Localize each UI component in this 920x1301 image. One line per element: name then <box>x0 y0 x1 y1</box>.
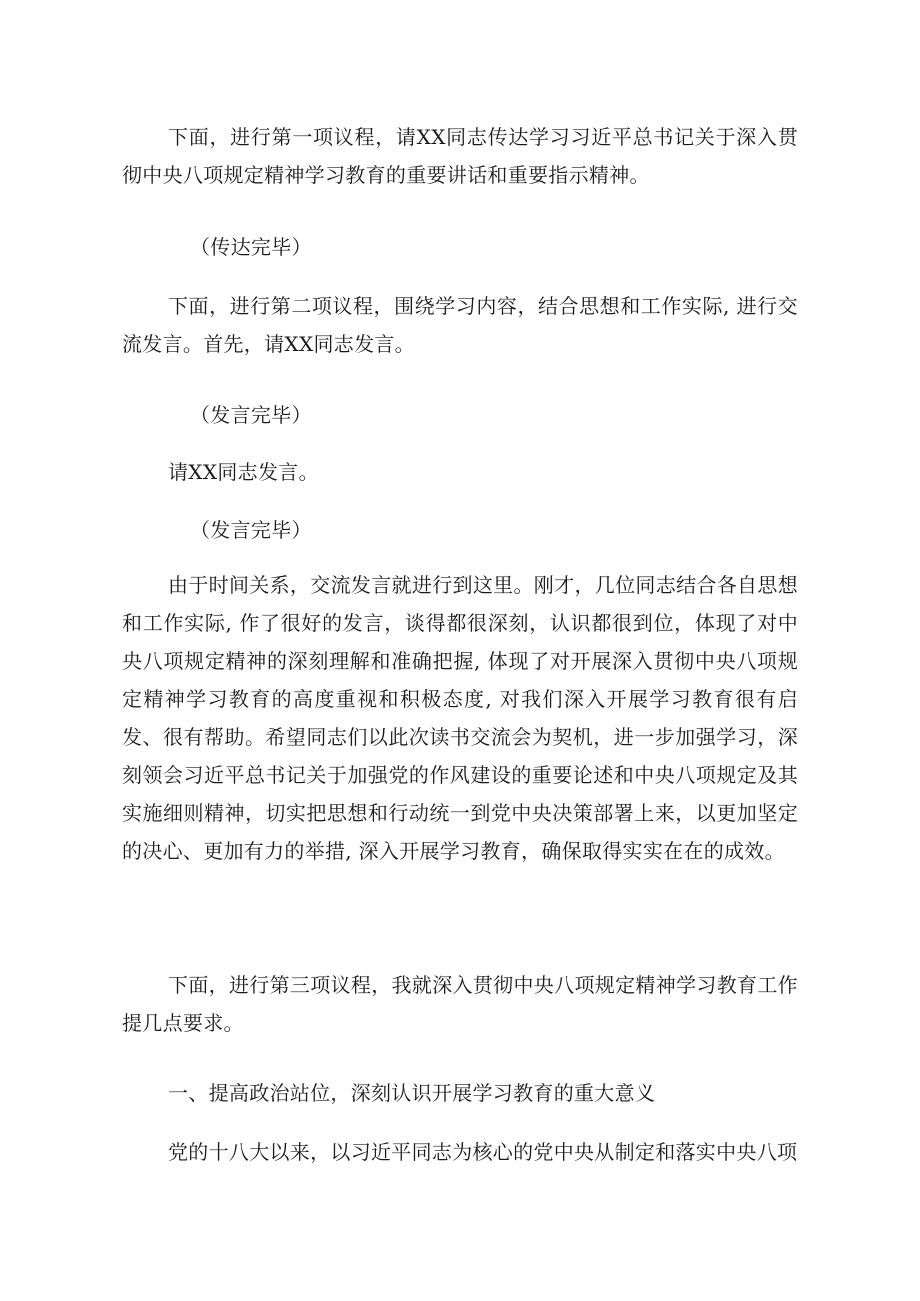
heading-text: 一、提高政治站位，深刻认识开展学习教育的重大意义 <box>168 1081 656 1105</box>
note-speech-finished-1 <box>122 396 798 434</box>
paragraph-summary <box>122 566 798 870</box>
paragraph-agenda-one <box>122 118 798 194</box>
paragraph-text: 下面，进行第三项议程，我就深入贯彻中央八项规定精神学习教育工作提几点要求。 <box>122 973 798 1035</box>
paragraph-since-eighteenth-congress <box>122 1133 798 1171</box>
note-text: （发言完毕） <box>190 518 312 542</box>
paragraph-text: 党的十八大以来，以习近平同志为核心的党中央从制定和落实中央八项 <box>168 1140 798 1164</box>
note-relay-finished <box>122 228 798 266</box>
section-heading-one <box>122 1074 798 1112</box>
paragraph-text: 下面，进行第一项议程，请XX同志传达学习习近平总书记关于深入贯彻中央八项规定精神学习教育的重要讲话和重要指示精神。 <box>122 125 798 187</box>
note-text: （发言完毕） <box>190 403 312 427</box>
paragraph-text: 由于时间关系，交流发言就进行到这里。刚才，几位同志结合各自思想和工作实际, 作了很好的发言，谈得都很深刻，认识都很到位，体现了对中央八项规定精神的深刻理解和准确把握, 体现了对开展深入贯彻中央八项规定精神学习教育的高度重视和积极态度, 对我们深入开展学习教育很有启发、很有帮助。希望同志们以此次读书交流会为契机，进一步加强学习，深刻领会习近平总书记关于加强党的作风建设的重要论述和中央八项规定及其实施细则精神，切实把思想和行动统一到党中央决策部署上来，以更加坚定的决心、更加有力的举措, 深入开展学习教育，确保取得实实在在的成效。 <box>122 573 798 863</box>
paragraph-next-speaker <box>122 453 798 491</box>
paragraph-agenda-three <box>122 966 798 1042</box>
note-text: （传达完毕） <box>190 235 312 259</box>
paragraph-text: 下面，进行第二项议程，围绕学习内容，结合思想和工作实际, 进行交流发言。首先，请XX同志发言。 <box>122 294 798 356</box>
note-speech-finished-2 <box>122 511 798 549</box>
paragraph-text: 请XX同志发言。 <box>168 460 319 484</box>
paragraph-agenda-two <box>122 287 798 363</box>
